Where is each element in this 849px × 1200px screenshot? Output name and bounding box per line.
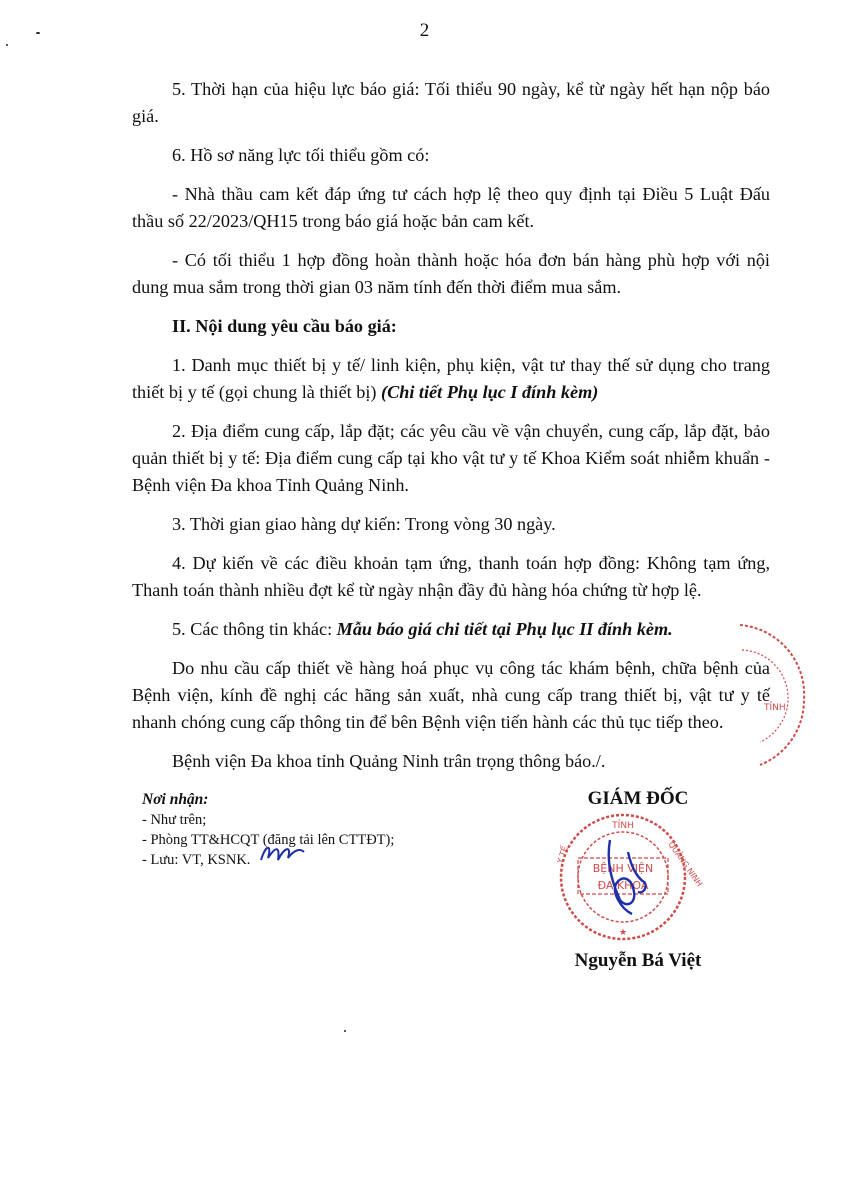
official-seal-with-signature [548,812,704,942]
paragraph-equipment-list [132,352,770,406]
svg-text:Y TẾ: Y TẾ [555,845,570,865]
svg-text:TỈNH: TỈNH [764,703,786,713]
paragraph-delivery-time: 3. Thời gian giao hàng dự kiến: Trong vòng 30 ngày. [172,514,556,534]
appendix-ii-reference: Mẫu báo giá chi tiết tại Phụ lục II đính kèm. [336,619,673,639]
scan-speck [36,32,40,34]
recipient-item: - Như trên; [142,812,207,828]
paragraph-closing: Bệnh viện Đa khoa tỉnh Quảng Ninh trân trọng thông báo./. [172,751,606,771]
equipment-list-text: 1. Danh mục thiết bị y tế/ linh kiện, phụ kiện, vật tư thay thế sử dụng cho trang thiết bị y tế (gọi chung là thiết bị) [132,355,770,402]
paragraph-capacity-title: 6. Hồ sơ năng lực tối thiểu gồm có: [172,145,430,165]
page-number: 2 [419,20,430,41]
paragraph-validity: 5. Thời hạn của hiệu lực báo giá: Tối thiểu 90 ngày, kể từ ngày hết hạn nộp báo giá. [132,79,770,126]
document-body [132,76,770,775]
recipient-item: - Phòng TT&HCQT (đăng tải lên CTTĐT); [142,832,395,848]
margin-seal-fragment [720,620,810,770]
paragraph-other-info [132,616,770,643]
svg-text:BỆNH VIỆN: BỆNH VIỆN [592,862,654,875]
signer-name: Nguyễn Bá Việt [574,950,702,971]
recipient-item: - Lưu: VT, KSNK. [142,852,251,868]
section-heading: II. Nội dung yêu cầu báo giá: [172,316,397,336]
svg-text:ĐA KHOA: ĐA KHOA [597,879,649,892]
scan-speck [344,1030,346,1032]
paragraph-capacity-commitment: - Nhà thầu cam kết đáp ứng tư cách hợp lệ theo quy định tại Điều 5 Luật Đấu thầu số 22/2023/QH15 trong báo giá hoặc bản cam kết. [132,184,770,231]
svg-text:TỈNH: TỈNH [612,821,634,831]
director-title: GIÁM ĐỐC [587,788,689,809]
paragraph-delivery-location: 2. Địa điểm cung cấp, lắp đặt; các yêu cầu về vận chuyển, cung cấp, lắp đặt, bảo quản thiết bị y tế: Địa điểm cung cấp tại kho vật tư y tế Khoa Kiểm soát nhiễm khuẩn - Bệnh viện Đa khoa Tỉnh Quảng Ninh. [132,421,770,495]
paragraph-payment-terms: 4. Dự kiến về các điều khoản tạm ứng, thanh toán hợp đồng: Không tạm ứng, Thanh toán thành nhiều đợt kể từ ngày nhận đầy đủ hàng hóa chứng từ hợp lệ. [132,553,770,600]
appendix-i-reference: (Chi tiết Phụ lục I đính kèm) [381,382,599,402]
recipients-title: Nơi nhận: [142,791,209,808]
other-info-text: 5. Các thông tin khác: [172,619,337,639]
paragraph-request: Do nhu cầu cấp thiết về hàng hoá phục vụ công tác khám bệnh, chữa bệnh của Bệnh viện, kính đề nghị các hãng sản xuất, nhà cung cấp trang thiết bị, vật tư y tế nhanh chóng cung cấp thông tin để bên Bệnh viện tiến hành các thủ tục tiếp theo. [132,658,770,732]
svg-text:QUẢNG NINH: QUẢNG NINH [666,839,704,889]
svg-text:★: ★ [618,928,628,938]
paragraph-capacity-contract: - Có tối thiểu 1 hợp đồng hoàn thành hoặc hóa đơn bán hàng phù hợp với nội dung mua sắm trong thời gian 03 năm tính đến thời điểm mua sắm. [132,250,770,297]
initials-signature [258,838,308,868]
scan-speck [6,44,8,46]
